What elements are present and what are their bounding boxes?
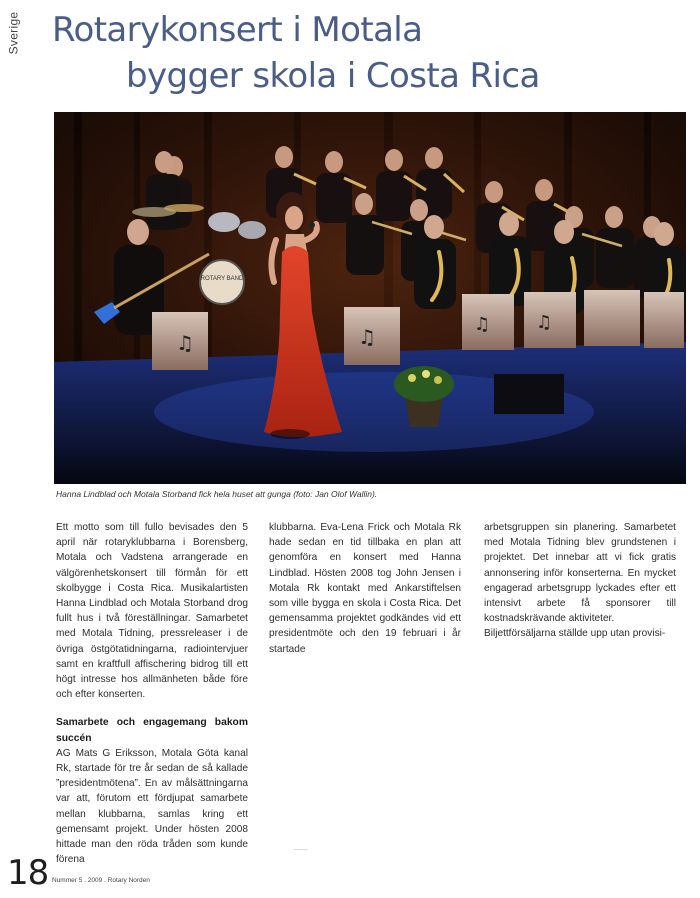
svg-text:♫: ♫ (358, 325, 376, 349)
photo-caption: Hanna Lindblad och Motala Storband fick hela huset att gunga (foto: Jan Olof Wallin). (56, 489, 378, 499)
concert-photo (54, 112, 686, 484)
article-column-3 (484, 520, 676, 642)
svg-text:♫: ♫ (474, 314, 491, 335)
column-1-paragraph-1: Ett motto som till fullo bevisades den 5 april när rotaryklubbarna i Borensberg, Motala och Vadstena arrangerade en välgörenhetskonsert till förmån för ett skolbygge i Costa Rica. Musikalartisten Hanna Lindblad och Motala Storband drog fullt hus i två föreställningar. Samarbetet med Motala Tidning, pressreleaser i de övriga östgötatidningarna, radiointervjuer samt en kraftfull affischering bidrog till ett högt intresse hos allmänheten både före och efter konserten. (56, 522, 248, 701)
svg-text:♫: ♫ (176, 331, 194, 355)
article-column-2 (269, 520, 461, 657)
stage-monitor (494, 374, 564, 414)
section-tab-label: Sverige (6, 11, 21, 55)
column-3-paragraph-1: arbetsgruppen sin planering. Samarbetet med Motala Tidning blev grundstenen i projektet. Det innebar att vi fick gratis annonsering inför konserterna. En mycket engagerad arbetsgrupp lyckades efter ett intensivt arbete få sponsorer till kostnadskrävande aktiviteter. (484, 522, 676, 625)
column-1-paragraph-2: AG Mats G Eriksson, Motala Göta kanal Rk, startade för tre år sedan de så kallade ”presidentmötena”. En av målsättningarna var att, förutom ett fördjupat samarbete mellan klubbarna, samlas kring ett gemensamt projekt. Under hösten 2008 hittade man den röda tråden som kunde förena (56, 747, 248, 866)
svg-text:♫: ♫ (536, 312, 553, 333)
page-number: 18 (7, 853, 49, 893)
article-column-1 (56, 520, 248, 867)
bass-drum-text: ROTARY BAND (200, 276, 244, 282)
subheading: Samarbete och engagemang bakom succén (56, 717, 248, 744)
concert-photo-illustration (54, 112, 686, 484)
headline (0, 0, 700, 110)
column-3-paragraph-2: Biljettförsäljarna ställde upp utan provisi- (484, 628, 666, 640)
column-2-paragraph-1: klubbarna. Eva-Lena Frick och Motala Rk hade sedan en tid tillbaka en plan att genomföra en konsert med Hanna Lindblad. Hösten 2008 tog John Jensen i Motala Rk kontakt med Ankarstiftelsen som ville bygga en skola i Costa Rica. Det gemensamma projektet godkändes vid ett presidentmöte och den 19 februari i år startade (269, 522, 461, 655)
issue-footer: Nummer 5 . 2009 . Rotary Norden (52, 877, 150, 884)
headline-line-1: Rotarykonsert i Motala (52, 10, 423, 50)
column-divider (294, 849, 308, 850)
headline-line-2: bygger skola i Costa Rica (126, 56, 540, 96)
